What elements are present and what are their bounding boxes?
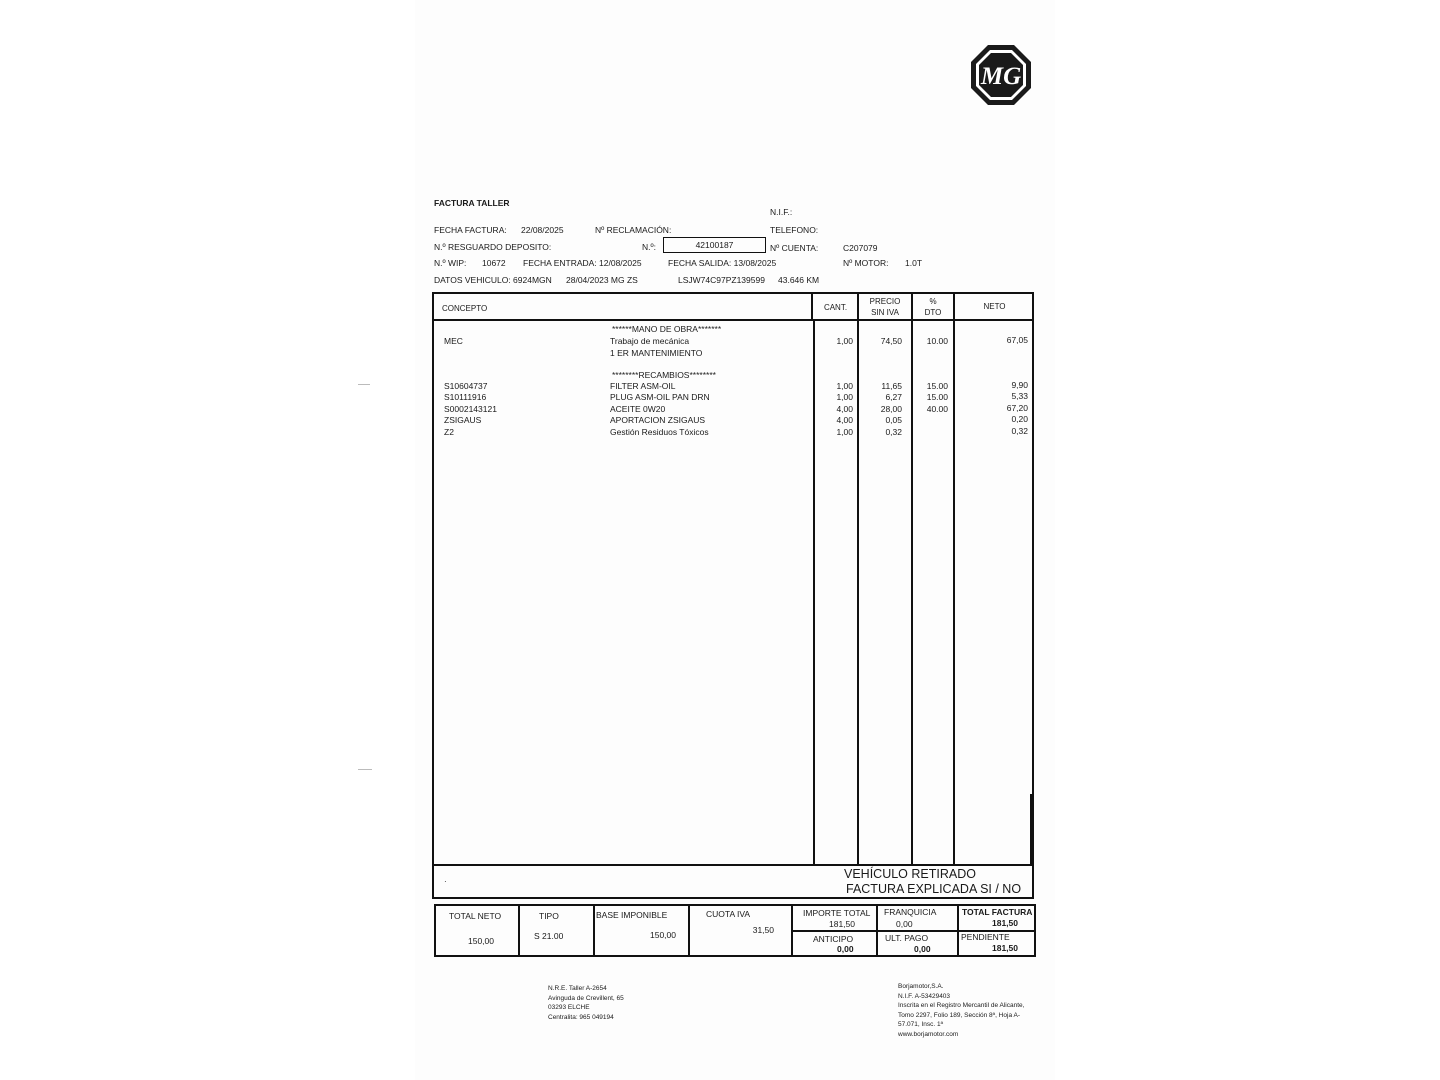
row-neto: 67,05 xyxy=(1006,335,1028,345)
anticipo-label: ANTICIPO xyxy=(813,934,854,944)
base-label: BASE IMPONIBLE xyxy=(596,910,668,920)
row-desc: ACEITE 0W20 xyxy=(610,403,666,414)
wip-label: N.º WIP: xyxy=(434,258,467,268)
row-desc: APORTACION ZSIGAUS xyxy=(610,415,706,426)
fecha-entrada: FECHA ENTRADA: 12/08/2025 xyxy=(523,258,642,268)
invoice-number: 42100187 xyxy=(695,240,734,250)
wip-value: 10672 xyxy=(482,258,506,268)
cuenta-label: Nº CUENTA: xyxy=(770,243,819,253)
col-header-concepto: CONCEPTO xyxy=(442,304,488,313)
row-desc: FILTER ASM-OIL xyxy=(610,381,676,391)
row-precio: 28,00 xyxy=(880,403,902,414)
row-desc: 1 ER MANTENIMIENTO xyxy=(610,348,703,358)
vehiculo-retirado: VEHÍCULO RETIRADO xyxy=(844,867,976,881)
row-desc: PLUG ASM-OIL PAN DRN xyxy=(610,392,710,403)
col-header-cant: CANT. xyxy=(823,303,848,312)
mg-logo-text: MG xyxy=(980,63,1022,90)
row-neto: 5,33 xyxy=(1011,391,1028,402)
row-dto: 15.00 xyxy=(926,392,948,403)
row-precio: 11,65 xyxy=(881,381,902,391)
importe-value: 181,50 xyxy=(829,919,855,929)
footer-left-line: N.R.E. Taller A-2654 xyxy=(548,985,607,992)
row-dto: 40.00 xyxy=(926,403,948,414)
pendiente-label: PENDIENTE xyxy=(961,932,1010,942)
reclamacion-label: Nº RECLAMACIÓN: xyxy=(595,225,672,235)
col-divider xyxy=(811,294,813,319)
row-code: Z2 xyxy=(444,426,454,437)
footer-left-line: Centralita: 965 049194 xyxy=(548,1013,614,1021)
anticipo-value: 0,00 xyxy=(837,944,854,954)
col-header-pct: % xyxy=(929,297,937,306)
col-divider xyxy=(1030,794,1032,864)
footer-divider xyxy=(434,864,1032,866)
footer-left-line: 03293 ELCHE xyxy=(548,1004,590,1011)
fecha-factura-value: 22/08/2025 xyxy=(521,225,564,235)
row-code: S0002143121 xyxy=(444,403,497,414)
footer-right-line: N.I.F. A-53429403 xyxy=(898,992,951,1000)
footer-right-line: Tomo 2297, Folio 189, Sección 8ª, Hoja A- xyxy=(898,1011,1021,1019)
footer-left-line: Avinguda de Crevillent, 65 xyxy=(548,994,624,1002)
tipo-value: S 21.00 xyxy=(534,931,564,941)
nif-label: N.I.F.: xyxy=(770,207,793,217)
col-header-dto: DTO xyxy=(924,308,942,317)
concept-table xyxy=(432,292,1034,899)
row-precio: 0,32 xyxy=(885,426,902,437)
footer-left xyxy=(548,984,624,1022)
base-value: 150,00 xyxy=(650,930,676,940)
row-cant: 4,00 xyxy=(836,403,853,414)
motor-label: Nº MOTOR: xyxy=(843,258,889,268)
row-cant: 1,00 xyxy=(836,392,853,403)
total-factura-value: 181,50 xyxy=(992,918,1018,928)
fecha-salida: FECHA SALIDA: 13/08/2025 xyxy=(668,258,777,268)
row-precio: 6,27 xyxy=(885,392,902,403)
section-mano-obra: ******MANO DE OBRA******* xyxy=(612,324,722,334)
footer-right-line: 57.071, Insc. 1ª xyxy=(898,1021,944,1028)
footer-mark: · xyxy=(444,877,447,886)
row-dto: 15.00 xyxy=(926,381,948,391)
total-factura-label: TOTAL FACTURA xyxy=(962,907,1033,917)
row-neto: 0,20 xyxy=(1011,414,1028,425)
ult-pago-label: ULT. PAGO xyxy=(885,933,929,943)
pendiente-value: 181,50 xyxy=(992,943,1018,953)
franquicia-value: 0,00 xyxy=(896,919,913,929)
footer-right-line: Inscrita en el Registro Mercantil de Alicante, xyxy=(898,1002,1025,1009)
row-cant: 1,00 xyxy=(836,381,853,391)
col-header-sin-iva: SIN IVA xyxy=(871,308,899,317)
numero-label: N.º: xyxy=(642,242,656,252)
footer-right-line: Borjamotor,S.A. xyxy=(898,983,944,990)
row-precio: 74,50 xyxy=(880,336,902,346)
bastidor: LSJW74C97PZ139599 xyxy=(678,275,765,285)
row-neto: 0,32 xyxy=(1011,425,1028,436)
row-neto: 67,20 xyxy=(1006,402,1028,413)
total-neto-value: 150,00 xyxy=(468,936,494,946)
totals-divider xyxy=(688,906,690,955)
scan-mark xyxy=(358,769,372,770)
row-cant: 1,00 xyxy=(836,426,853,437)
col-header-precio: PRECIO xyxy=(869,297,901,306)
col-divider xyxy=(911,294,913,864)
col-header-neto: NETO xyxy=(983,302,1006,311)
row-desc: Gestión Residuos Tóxicos xyxy=(610,426,709,437)
row-code: S10604737 xyxy=(444,381,488,391)
kilometraje: 43.646 KM xyxy=(778,275,820,285)
row-code: S10111916 xyxy=(444,392,487,403)
vehiculo-fecha-modelo: 28/04/2023 MG ZS xyxy=(566,275,638,285)
scan-mark xyxy=(358,384,370,385)
col-divider xyxy=(857,294,859,864)
footer-right-line: www.borjamotor.com xyxy=(898,1030,959,1038)
totals-box xyxy=(434,904,1036,957)
invoice-number-box xyxy=(663,237,766,253)
importe-label: IMPORTE TOTAL xyxy=(803,908,871,918)
resguardo-label: N.º RESGUARDO DEPOSITO: xyxy=(434,242,552,252)
footer-right xyxy=(898,982,1024,1039)
tipo-label: TIPO xyxy=(539,911,559,921)
row-neto: 9,90 xyxy=(1011,380,1028,390)
cuota-value: 31,50 xyxy=(752,925,774,935)
invoice-title: FACTURA TALLER xyxy=(434,198,510,208)
ult-pago-value: 0,00 xyxy=(914,944,931,954)
header-divider xyxy=(434,319,1032,321)
factura-explicada: FACTURA EXPLICADA SI / NO xyxy=(846,882,1022,896)
row-desc: Trabajo de mecánica xyxy=(610,336,690,346)
mg-logo-icon xyxy=(970,44,1032,106)
cuenta-value: C207079 xyxy=(843,243,878,253)
section-recambios: ********RECAMBIOS******** xyxy=(612,370,716,380)
row-cant: 4,00 xyxy=(836,415,853,426)
fecha-factura-label: FECHA FACTURA: xyxy=(434,225,507,235)
row-code: MEC xyxy=(444,336,463,346)
franquicia-label: FRANQUICIA xyxy=(884,907,937,917)
row-cant: 1,00 xyxy=(836,336,853,346)
totals-divider xyxy=(518,906,520,955)
total-neto-label: TOTAL NETO xyxy=(449,911,502,921)
row-code: ZSIGAUS xyxy=(444,415,482,426)
motor-value: 1.0T xyxy=(905,258,923,268)
row-precio: 0,05 xyxy=(885,415,902,426)
vehiculo-label: DATOS VEHICULO: 6924MGN xyxy=(434,275,552,285)
row-dto: 10.00 xyxy=(926,336,948,346)
totals-divider xyxy=(593,906,595,955)
telefono-label: TELEFONO: xyxy=(770,225,819,235)
cuota-label: CUOTA IVA xyxy=(706,909,751,919)
